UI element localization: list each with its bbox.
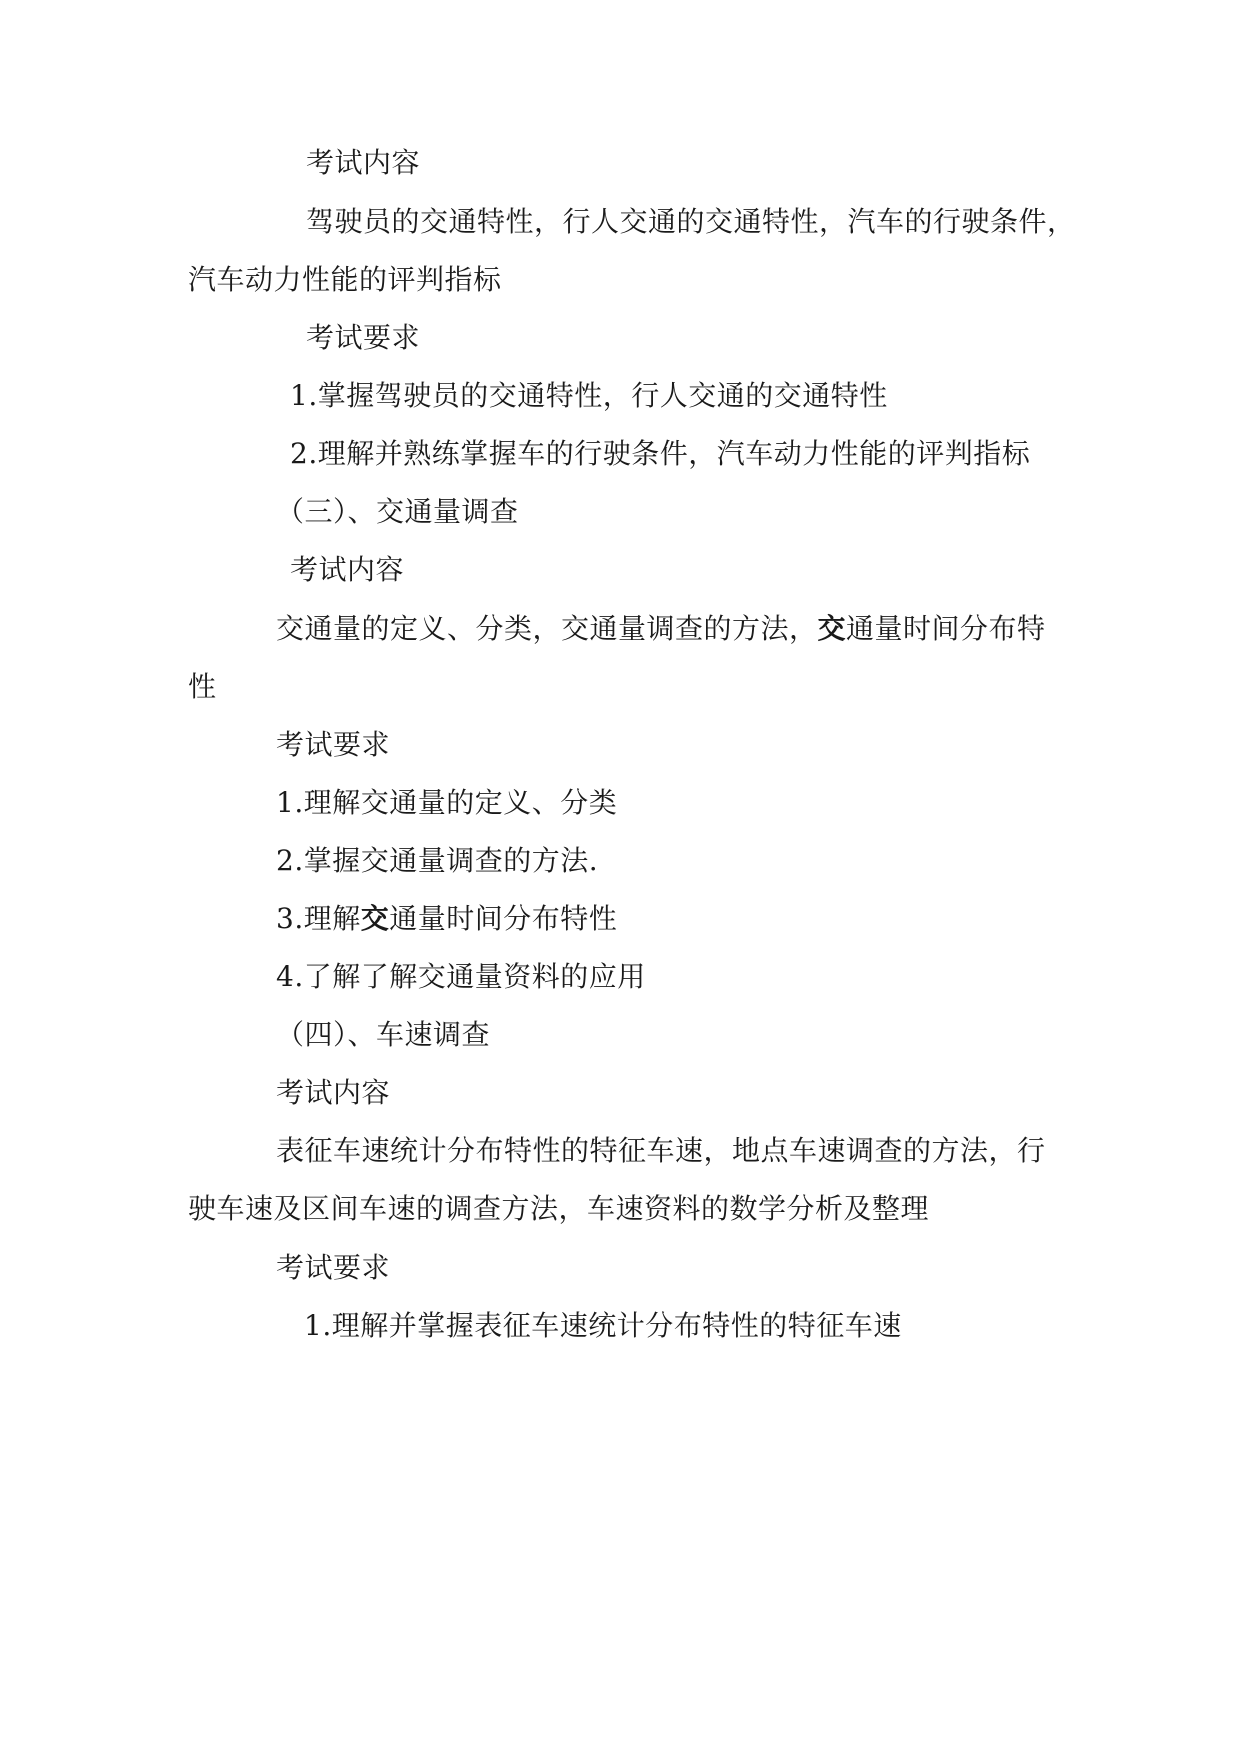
text-run-bold: 交 [360, 902, 390, 935]
text-run: 通量时间分布特 [846, 612, 1046, 645]
section-heading: （三）、交通量调查 [276, 495, 519, 528]
list-item: 1.理解交通量的定义、分类 [276, 786, 618, 819]
heading-exam-content-1: 考试内容 [306, 146, 421, 179]
heading-exam-requirements-2: 考试要求 [276, 728, 391, 761]
list-item: 1.掌握驾驶员的交通特性，行人交通的交通特性 [290, 379, 888, 412]
text-run: 3.理解 [276, 902, 361, 935]
section-heading: （四）、车速调查 [276, 1018, 491, 1051]
paragraph-line: 表征车速统计分布特性的特征车速，地点车速调查的方法，行 [276, 1134, 1046, 1167]
text-run: 通量时间分布特性 [389, 902, 618, 935]
list-item: 1.理解并掌握表征车速统计分布特性的特征车速 [304, 1309, 902, 1342]
paragraph-line [276, 611, 1046, 647]
paragraph-line: 汽车动力性能的评判指标 [188, 263, 502, 296]
text-run-bold: 交 [817, 612, 847, 645]
heading-exam-content-2: 考试内容 [290, 553, 405, 586]
paragraph-line: 驶车速及区间车速的调查方法，车速资料的数学分析及整理 [188, 1192, 930, 1225]
list-item [276, 901, 617, 937]
list-item: 4.了解了解交通量资料的应用 [276, 960, 646, 993]
heading-exam-content-3: 考试内容 [276, 1076, 391, 1109]
heading-exam-requirements-1: 考试要求 [306, 321, 421, 354]
text-run: 交通量的定义、分类，交通量调查的方法， [276, 612, 818, 645]
list-item: 2.掌握交通量调查的方法. [276, 844, 599, 877]
heading-exam-requirements-3: 考试要求 [276, 1251, 391, 1284]
list-item: 2.理解并熟练掌握车的行驶条件，汽车动力性能的评判指标 [290, 437, 1031, 470]
paragraph-line: 驾驶员的交通特性，行人交通的交通特性，汽车的行驶条件， [306, 205, 1076, 238]
paragraph-line: 性 [188, 670, 217, 703]
